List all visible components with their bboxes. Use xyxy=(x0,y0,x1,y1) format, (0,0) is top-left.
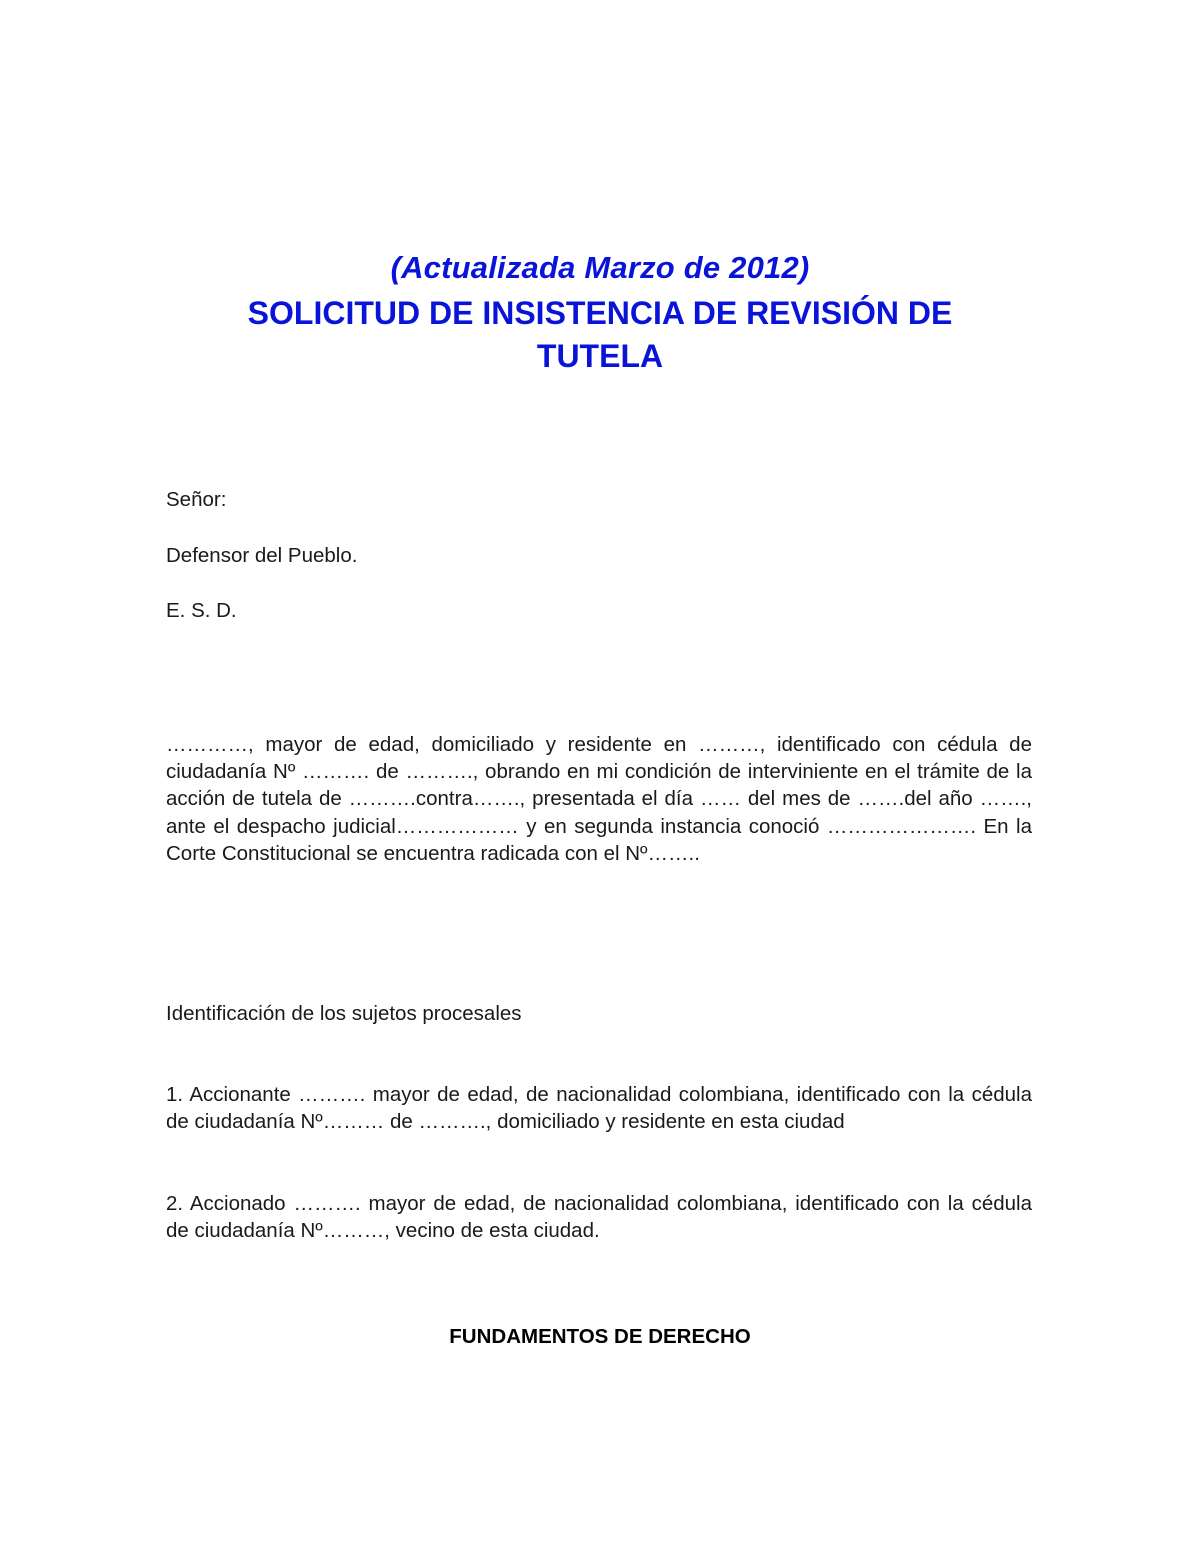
esd-line: E. S. D. xyxy=(166,599,237,622)
subjects-heading: Identificación de los sujetos procesales xyxy=(166,1002,522,1025)
updated-note: (Actualizada Marzo de 2012) xyxy=(390,250,810,285)
document-title-line-2: TUTELA xyxy=(536,338,664,374)
subject-item-accionado: 2. Accionado ………. mayor de edad, de nacionalidad colombiana, identificado con la cédula de ciudadanía Nº………, vecino de esta ciudad. xyxy=(166,1192,1032,1243)
subject-item-accionante: 1. Accionante ………. mayor de edad, de nacionalidad colombiana, identificado con la cédula de ciudadanía Nº……… de ………., domiciliado y residente en esta ciudad xyxy=(166,1083,1032,1134)
salutation: Señor: xyxy=(166,488,227,511)
document-title xyxy=(0,292,1200,378)
intro-paragraph: …………, mayor de edad, domiciliado y residente en ………, identificado con cédula de ciudadanía Nº ………. de ………., obrando en mi condición de interviniente en el trámite de la acción de tutela de ……….contra……., presentada el día …… del mes de …….del año ……., ante el despacho judicial……………… y en segunda instancia conoció …………………. En la Corte Constitucional se encuentra radicada con el Nº…….. xyxy=(166,733,1032,865)
document-title-line-1: SOLICITUD DE INSISTENCIA DE REVISIÓN DE xyxy=(247,295,953,331)
addressee: Defensor del Pueblo. xyxy=(166,544,358,567)
fundamentos-heading: FUNDAMENTOS DE DERECHO xyxy=(449,1325,751,1348)
